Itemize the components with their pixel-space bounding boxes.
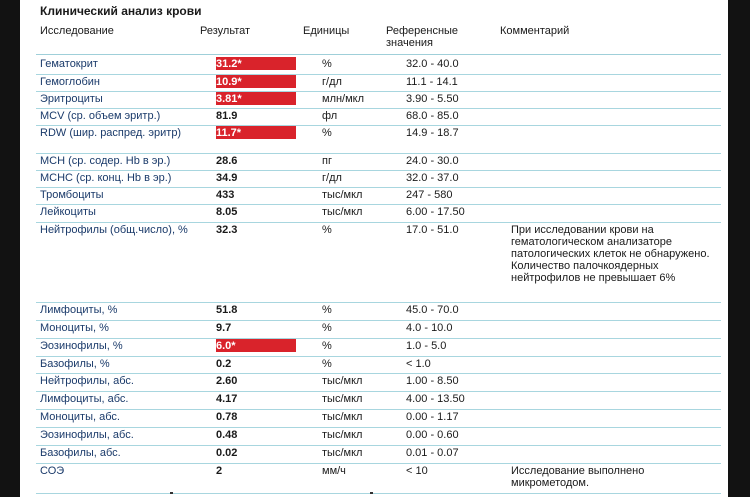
row-result: 2.60 — [216, 375, 238, 387]
row-result: 0.2 — [216, 358, 232, 370]
header-comment: Комментарий — [500, 25, 570, 37]
row-unit: % — [322, 304, 332, 316]
row-result: 10.9* — [216, 76, 242, 88]
row-unit: фл — [322, 110, 338, 122]
row-test-name: MCV (ср. объем эритр.) — [40, 110, 161, 122]
row-result: 3.81* — [216, 93, 242, 105]
row-test-name: Гемоглобин — [40, 76, 100, 88]
header-reference: Референсные значения — [386, 25, 459, 49]
row-unit: % — [322, 127, 332, 139]
row-unit: тыс/мкл — [322, 189, 363, 201]
row-unit: тыс/мкл — [322, 447, 363, 459]
row-result: 11.7* — [216, 127, 242, 139]
row-test-name: Базофилы, % — [40, 358, 110, 370]
row-result: 433 — [216, 189, 235, 201]
row-reference: 0.01 - 0.07 — [406, 447, 459, 459]
left-frame — [0, 0, 20, 497]
row-result: 28.6 — [216, 155, 238, 167]
row-reference: 4.0 - 10.0 — [406, 322, 453, 334]
row-unit: тыс/мкл — [322, 411, 363, 423]
row-unit: тыс/мкл — [322, 206, 363, 218]
row-reference: 32.0 - 37.0 — [406, 172, 459, 184]
table-row — [36, 463, 721, 494]
row-result: 51.8 — [216, 304, 238, 316]
row-comment: Исследование выполнено микрометодом. — [511, 465, 645, 489]
bottom-mark — [170, 492, 173, 494]
row-reference: < 10 — [406, 465, 428, 477]
table-row — [36, 204, 721, 223]
row-test-name: Лейкоциты — [40, 206, 96, 218]
row-reference: 1.00 - 8.50 — [406, 375, 459, 387]
table-row — [36, 56, 721, 75]
row-reference: 0.00 - 1.17 — [406, 411, 459, 423]
report-title: Клинический анализ крови — [40, 4, 202, 18]
row-result: 0.02 — [216, 447, 238, 459]
row-result: 9.7 — [216, 322, 232, 334]
row-reference: 1.0 - 5.0 — [406, 340, 447, 352]
row-reference: 11.1 - 14.1 — [406, 76, 458, 88]
row-test-name: Эритроциты — [40, 93, 103, 105]
row-result: 81.9 — [216, 110, 238, 122]
row-unit: % — [322, 322, 332, 334]
row-reference: < 1.0 — [406, 358, 431, 370]
row-unit: тыс/мкл — [322, 393, 363, 405]
row-test-name: Моноциты, абс. — [40, 411, 120, 423]
table-row — [36, 222, 721, 303]
row-unit: % — [322, 224, 332, 236]
header-name: Исследование — [40, 25, 114, 37]
right-frame — [728, 0, 750, 497]
table-row — [36, 91, 721, 109]
row-reference: 68.0 - 85.0 — [406, 110, 459, 122]
row-result: 6.0* — [216, 340, 236, 352]
bottom-mark — [370, 492, 373, 494]
row-unit: тыс/мкл — [322, 429, 363, 441]
table-row — [36, 187, 721, 205]
table-row — [36, 170, 721, 188]
row-test-name: MCH (ср. содер. Hb в эр.) — [40, 155, 171, 167]
table-row — [36, 320, 721, 339]
table-row — [36, 391, 721, 410]
row-test-name: Гематокрит — [40, 58, 98, 70]
row-reference: 24.0 - 30.0 — [406, 155, 459, 167]
row-reference: 14.9 - 18.7 — [406, 127, 459, 139]
row-reference: 6.00 - 17.50 — [406, 206, 465, 218]
row-result: 34.9 — [216, 172, 238, 184]
row-comment: При исследовании крови на гематологическом анализаторе патологических клеток не обнаружено. Количество палочкоядерных нейтрофилов не превышает 6% — [511, 224, 710, 284]
header-units: Единицы — [303, 25, 350, 37]
row-unit: г/дл — [322, 172, 342, 184]
row-reference: 4.00 - 13.50 — [406, 393, 465, 405]
row-test-name: Базофилы, абс. — [40, 447, 121, 459]
table-row — [36, 74, 721, 92]
table-row — [36, 108, 721, 126]
row-unit: % — [322, 340, 332, 352]
row-test-name: Эозинофилы, % — [40, 340, 123, 352]
row-result: 31.2* — [216, 58, 242, 70]
row-unit: % — [322, 58, 332, 70]
row-test-name: MCHC (ср. конц. Hb в эр.) — [40, 172, 172, 184]
table-row — [36, 302, 721, 321]
row-test-name: Моноциты, % — [40, 322, 109, 334]
table-row — [36, 445, 721, 464]
row-unit: пг — [322, 155, 332, 167]
row-test-name: Нейтрофилы, абс. — [40, 375, 134, 387]
row-unit: млн/мкл — [322, 93, 365, 105]
row-reference: 32.0 - 40.0 — [406, 58, 459, 70]
row-result: 0.48 — [216, 429, 238, 441]
table-row — [36, 409, 721, 428]
row-reference: 45.0 - 70.0 — [406, 304, 459, 316]
table-row — [36, 338, 721, 357]
table-row — [36, 427, 721, 446]
header-result: Результат — [200, 25, 251, 37]
table-row — [36, 153, 721, 171]
row-test-name: RDW (шир. распред. эритр) — [40, 127, 182, 139]
row-reference: 17.0 - 51.0 — [406, 224, 459, 236]
lab-report-document — [20, 0, 728, 497]
table-row — [36, 373, 721, 392]
row-unit: % — [322, 358, 332, 370]
row-reference: 0.00 - 0.60 — [406, 429, 459, 441]
row-reference: 3.90 - 5.50 — [406, 93, 459, 105]
row-result: 2 — [216, 465, 223, 477]
row-result: 0.78 — [216, 411, 238, 423]
row-reference: 247 - 580 — [406, 189, 453, 201]
table-row — [36, 356, 721, 374]
row-test-name: Лимфоциты, % — [40, 304, 118, 316]
row-unit: мм/ч — [322, 465, 346, 477]
row-test-name: СОЭ — [40, 465, 65, 477]
row-unit: г/дл — [322, 76, 342, 88]
row-unit: тыс/мкл — [322, 375, 363, 387]
row-result: 32.3 — [216, 224, 238, 236]
row-test-name: Лимфоциты, абс. — [40, 393, 129, 405]
row-test-name: Эозинофилы, абс. — [40, 429, 134, 441]
row-result: 8.05 — [216, 206, 238, 218]
table-row — [36, 125, 721, 154]
row-test-name: Нейтрофилы (общ.число), % — [40, 224, 188, 236]
header-separator — [36, 54, 721, 55]
row-test-name: Тромбоциты — [40, 189, 104, 201]
row-result: 4.17 — [216, 393, 238, 405]
